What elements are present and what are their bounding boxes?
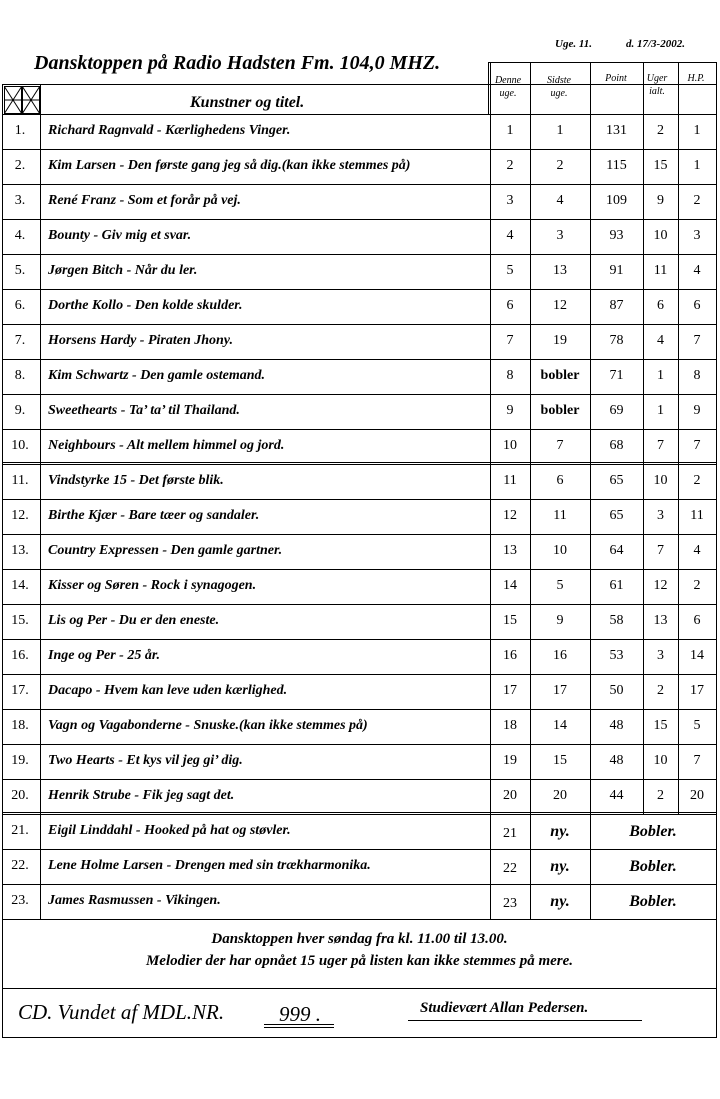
row-divider [2, 744, 717, 745]
col-weeks-line2: ialt. [649, 86, 665, 97]
weeks-total-cell: 10 [653, 228, 668, 243]
row-divider [2, 919, 717, 920]
weeks-total-cell: 12 [653, 578, 668, 593]
points-cell: 69 [609, 403, 624, 418]
weeks-total-cell: 15 [653, 718, 668, 733]
hp-cell: 1 [693, 123, 701, 138]
rank-number: 17. [11, 683, 29, 698]
hp-cell: 9 [693, 403, 701, 418]
col-last-week-line2: uge. [550, 88, 568, 99]
this-week-cell: 19 [503, 753, 517, 768]
row-divider [2, 884, 717, 885]
rank-number: 16. [11, 648, 29, 663]
bubble-note-cell: Bobler. [629, 858, 677, 875]
row-divider [2, 569, 717, 570]
cd-winner-number: 999 . [279, 1002, 321, 1026]
row-divider [2, 499, 717, 500]
col-weeks-total-header [642, 72, 672, 98]
this-week-cell: 3 [506, 193, 514, 208]
rule-info: Melodier der har opnået 15 uger på listen kan ikke stemmes på mere. [145, 953, 574, 969]
weeks-total-cell: 1 [657, 368, 664, 383]
rank-number: 11. [11, 473, 29, 488]
hp-cell: 2 [693, 473, 701, 488]
weeks-total-cell: 3 [657, 648, 664, 663]
col-last-week-line1: Sidste [547, 75, 571, 86]
rank-number: 23. [11, 893, 29, 908]
new-entry-cell: ny. [550, 823, 570, 840]
col-last-week-header [535, 74, 583, 100]
artist-title: James Rasmussen - Vikingen. [48, 893, 221, 908]
hp-cell: 7 [693, 333, 701, 348]
last-week-cell: 19 [553, 333, 567, 348]
artist-title: Two Hearts - Et kys vil jeg gi’ dig. [48, 753, 243, 768]
rank-number: 10. [11, 438, 29, 453]
col-this-week-header [489, 74, 527, 100]
artist-title: Eigil Linddahl - Hooked på hat og støvler. [48, 823, 291, 838]
rank-number: 12. [11, 508, 29, 523]
artist-title: Lis og Per - Du er den eneste. [48, 613, 220, 628]
row-divider [2, 639, 717, 640]
row-divider [2, 709, 717, 710]
artist-title: Birthe Kjær - Bare tæer og sandaler. [48, 508, 260, 523]
artist-title: Bounty - Giv mig et svar. [48, 228, 192, 243]
col-this-week-line1: Denne [494, 75, 522, 86]
this-week-cell: 13 [503, 543, 517, 558]
points-cell: 87 [609, 298, 624, 313]
weeks-total-cell: 9 [657, 193, 664, 208]
footer-divider [2, 988, 717, 989]
points-cell: 68 [609, 438, 624, 453]
rank-number: 5. [14, 263, 26, 278]
hp-cell: 2 [693, 578, 701, 593]
artist-title: Sweethearts - Ta’ ta’ til Thailand. [48, 403, 240, 418]
last-week-cell: 15 [553, 753, 567, 768]
weeks-total-cell: 13 [653, 613, 668, 628]
artist-title: Dorthe Kollo - Den kolde skulder. [48, 298, 243, 313]
last-week-cell: 20 [553, 788, 567, 803]
rank-number: 3. [14, 193, 26, 208]
this-week-cell: 9 [506, 403, 514, 418]
points-cell: 58 [609, 613, 624, 628]
new-entry-cell: ny. [550, 858, 570, 875]
host-underline [408, 1020, 642, 1021]
new-entry-cell: ny. [550, 893, 570, 910]
hp-cell: 6 [693, 613, 701, 628]
this-week-cell: 12 [503, 508, 517, 523]
header-divider [2, 114, 717, 115]
this-week-cell: 11 [503, 473, 517, 488]
row-divider [2, 429, 717, 430]
this-week-cell: 15 [503, 613, 517, 628]
last-week-cell: bobler [540, 403, 580, 418]
col-points-header: Point [605, 73, 627, 84]
rank-number: 15. [11, 613, 29, 628]
weeks-total-cell: 6 [657, 298, 664, 313]
col-divider-title [40, 84, 41, 919]
row-divider [2, 184, 717, 185]
last-week-cell: 13 [553, 263, 567, 278]
rank-number: 4. [14, 228, 26, 243]
artist-title: Jørgen Bitch - Når du ler. [48, 263, 198, 278]
weeks-total-cell: 1 [657, 403, 664, 418]
hp-cell: 14 [690, 648, 704, 663]
this-week-cell: 7 [506, 333, 514, 348]
bubble-note-cell: Bobler. [629, 823, 677, 840]
weeks-total-cell: 7 [657, 438, 664, 453]
last-week-cell: 16 [553, 648, 567, 663]
hp-cell: 7 [693, 438, 701, 453]
this-week-cell: 8 [506, 368, 514, 383]
artist-title: Horsens Hardy - Piraten Jhony. [48, 333, 233, 348]
broadcast-info: Dansktoppen hver søndag fra kl. 11.00 til 13.00. [211, 931, 508, 947]
host-name: Studievært Allan Pedersen. [420, 1000, 589, 1016]
last-week-cell: 10 [553, 543, 567, 558]
artist-title: Vindstyrke 15 - Det første blik. [48, 473, 224, 488]
weeks-total-cell: 4 [657, 333, 664, 348]
points-cell: 48 [609, 753, 624, 768]
points-cell: 109 [606, 193, 627, 208]
artist-title: Richard Ragnvald - Kærlighedens Vinger. [48, 123, 291, 138]
this-week-cell: 21 [503, 826, 517, 841]
this-week-cell: 4 [506, 228, 514, 243]
artist-title-header: Kunstner og titel. [190, 94, 305, 111]
artist-title: Henrik Strube - Fik jeg sagt det. [48, 788, 235, 803]
last-week-cell: 12 [553, 298, 567, 313]
weeks-total-cell: 2 [657, 788, 664, 803]
row-divider [2, 849, 717, 850]
hp-cell: 5 [693, 718, 701, 733]
last-week-cell: 17 [553, 683, 567, 698]
points-cell: 115 [606, 158, 627, 173]
hp-cell: 2 [693, 193, 701, 208]
bubble-note-cell: Bobler. [629, 893, 677, 910]
row-divider [2, 604, 717, 605]
rank-number: 6. [14, 298, 26, 313]
row-divider [2, 462, 717, 465]
rank-number: 2. [14, 158, 26, 173]
row-divider [2, 289, 717, 290]
page-title: Dansktoppen på Radio Hadsten Fm. 104,0 MHZ. [34, 52, 441, 74]
weeks-total-cell: 15 [653, 158, 668, 173]
hp-cell: 6 [693, 298, 701, 313]
this-week-cell: 14 [503, 578, 517, 593]
this-week-cell: 23 [503, 896, 517, 911]
last-week-cell: 5 [556, 578, 564, 593]
this-week-cell: 2 [506, 158, 514, 173]
weeks-total-cell: 2 [657, 683, 664, 698]
rank-number: 7. [14, 333, 26, 348]
cd-number-underline-2 [264, 1027, 334, 1028]
points-cell: 48 [609, 718, 624, 733]
weeks-total-cell: 7 [657, 543, 664, 558]
hp-cell: 4 [693, 543, 701, 558]
artist-title: Lene Holme Larsen - Drengen med sin trækharmonika. [48, 858, 371, 873]
rank-number: 21. [11, 823, 29, 838]
last-week-cell: 11 [553, 508, 567, 523]
row-divider [2, 394, 717, 395]
rank-number: 22. [11, 858, 29, 873]
row-divider [2, 324, 717, 325]
weeks-total-cell: 3 [657, 508, 664, 523]
last-week-cell: 9 [556, 613, 564, 628]
hp-cell: 4 [693, 263, 701, 278]
points-cell: 131 [606, 123, 627, 138]
last-week-cell: 3 [556, 228, 564, 243]
this-week-cell: 6 [506, 298, 514, 313]
last-week-cell: 14 [553, 718, 567, 733]
row-divider [2, 149, 717, 150]
last-week-cell: 2 [556, 158, 564, 173]
artist-title: Country Expressen - Den gamle gartner. [48, 543, 283, 558]
row-divider [2, 674, 717, 675]
weeks-total-cell: 10 [653, 473, 668, 488]
last-week-cell: 1 [556, 123, 564, 138]
artist-title: Vagn og Vagabonderne - Snuske.(kan ikke stemmes på) [48, 718, 368, 733]
points-cell: 50 [609, 683, 624, 698]
col-this-week-line2: uge. [499, 88, 517, 99]
last-week-cell: 4 [556, 193, 564, 208]
last-week-cell: bobler [540, 368, 580, 383]
points-cell: 93 [609, 228, 624, 243]
hp-cell: 20 [690, 788, 704, 803]
rank-number: 13. [11, 543, 29, 558]
hp-cell: 11 [690, 508, 704, 523]
hp-cell: 17 [690, 683, 704, 698]
row-divider [2, 534, 717, 535]
hp-cell: 8 [693, 368, 701, 383]
this-week-cell: 20 [503, 788, 517, 803]
crossed-box-icon [4, 86, 40, 114]
row-divider [2, 254, 717, 255]
this-week-cell: 1 [506, 123, 514, 138]
artist-title: Kim Larsen - Den første gang jeg så dig.(kan ikke stemmes på) [48, 158, 411, 173]
date-label: d. 17/3-2002. [626, 38, 685, 50]
points-cell: 61 [609, 578, 624, 593]
weeks-total-cell: 10 [653, 753, 668, 768]
points-cell: 65 [609, 473, 624, 488]
row-divider [2, 779, 717, 780]
artist-title: Neighbours - Alt mellem himmel og jord. [48, 438, 285, 453]
points-cell: 64 [609, 543, 624, 558]
points-cell: 44 [609, 788, 624, 803]
points-cell: 71 [609, 368, 624, 383]
this-week-cell: 16 [503, 648, 517, 663]
rank-number: 9. [14, 403, 26, 418]
rank-number: 20. [11, 788, 29, 803]
this-week-cell: 18 [503, 718, 517, 733]
col-weeks-line1: Uger [646, 73, 668, 84]
points-cell: 65 [609, 508, 624, 523]
artist-title: Kisser og Søren - Rock i synagogen. [48, 578, 257, 593]
cd-number-underline [264, 1024, 334, 1025]
last-week-cell: 7 [556, 438, 564, 453]
weeks-total-cell: 11 [653, 263, 668, 278]
row-divider [2, 812, 717, 815]
cd-winner-label: CD. Vundet af MDL.NR. [18, 1000, 225, 1024]
artist-title: Kim Schwartz - Den gamle ostemand. [48, 368, 266, 383]
this-week-cell: 10 [503, 438, 517, 453]
hp-cell: 7 [693, 753, 701, 768]
weeks-total-cell: 2 [657, 123, 664, 138]
points-cell: 91 [609, 263, 624, 278]
artist-title: Inge og Per - 25 år. [48, 648, 160, 663]
rank-number: 18. [11, 718, 29, 733]
rank-number: 19. [11, 753, 29, 768]
points-cell: 78 [609, 333, 624, 348]
artist-title: Dacapo - Hvem kan leve uden kærlighed. [48, 683, 288, 698]
row-divider [2, 359, 717, 360]
this-week-cell: 17 [503, 683, 517, 698]
points-cell: 53 [609, 648, 624, 663]
this-week-cell: 22 [503, 861, 517, 876]
rank-number: 1. [14, 123, 26, 138]
this-week-cell: 5 [506, 263, 514, 278]
hp-cell: 3 [693, 228, 701, 243]
last-week-cell: 6 [556, 473, 564, 488]
rank-number: 8. [14, 368, 26, 383]
artist-title: René Franz - Som et forår på vej. [48, 193, 241, 208]
week-label: Uge. 11. [555, 38, 592, 50]
row-divider [2, 219, 717, 220]
col-hp-header: H.P. [687, 73, 705, 84]
hp-cell: 1 [693, 158, 701, 173]
rank-number: 14. [11, 578, 29, 593]
